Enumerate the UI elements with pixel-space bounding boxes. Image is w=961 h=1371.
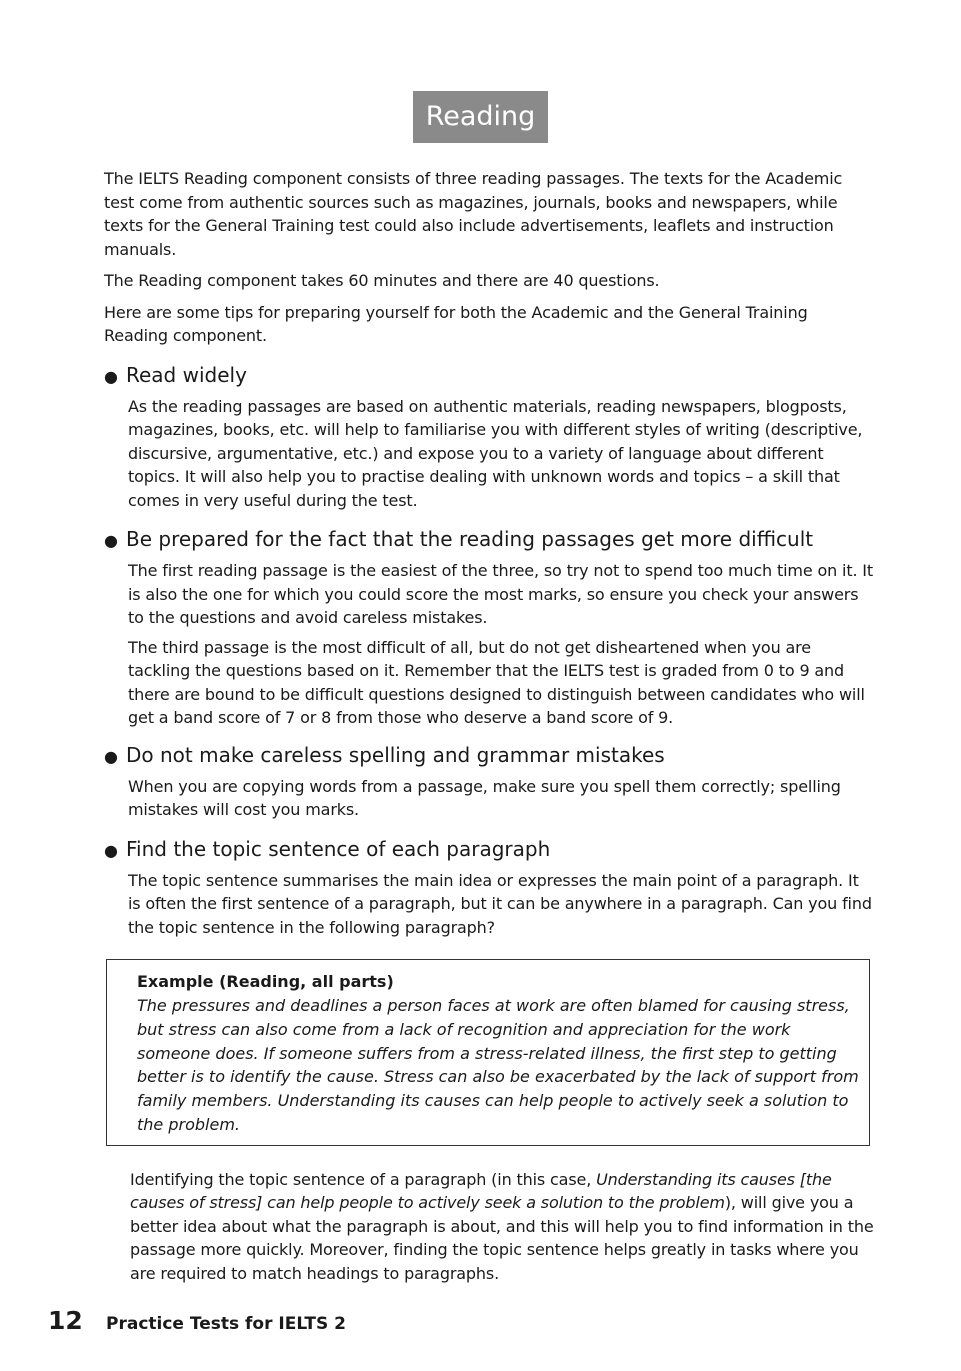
section-spelling bbox=[104, 742, 874, 822]
section-heading-text: Read widely bbox=[126, 362, 247, 387]
section-heading bbox=[104, 526, 874, 554]
intro bbox=[104, 167, 874, 348]
section-paragraph: The first reading passage is the easiest of the three, so try not to spend too much time on it. It is also the one for which you could score the most marks, so ensure you check your answers to the questions and avoid careless mistakes. bbox=[128, 561, 874, 627]
footer bbox=[48, 1306, 346, 1335]
example-box bbox=[106, 959, 870, 1146]
section-read-widely bbox=[104, 362, 874, 513]
example-text: The pressures and deadlines a person faces at work are often blamed for causing stress, but stress can also come from a lack of recognition and appreciation for the work someone does. If someone suffers from a stress-related illness, the first step to getting better is to identify the cause. Stress can also be exacerbated by the lack of support from family members. Understanding its causes can help people to actively seek a solution to the problem. bbox=[137, 996, 859, 1134]
after-paragraph bbox=[130, 1168, 874, 1286]
section-heading bbox=[104, 836, 874, 864]
section-heading-text: Be prepared for the fact that the reading passages get more difficult bbox=[126, 527, 814, 551]
section-heading bbox=[104, 362, 874, 390]
section-heading-text: Do not make careless spelling and grammar mistakes bbox=[126, 742, 665, 767]
section-paragraph: The third passage is the most difficult of all, but do not get disheartened when you are tackling the questions based on it. Remember that the IELTS test is graded from 0 to 9 and there are bound to be difficult questions designed to distinguish between candidates who will get a band score of 7 or 8 from those who deserve a band score of 9. bbox=[128, 637, 865, 727]
page-number: 12 bbox=[48, 1306, 83, 1335]
section-paragraph: The topic sentence summarises the main idea or expresses the main point of a paragraph. It is often the first sentence of a paragraph, but it can be anywhere in a paragraph. Can you find the topic sentence in the following paragraph? bbox=[128, 870, 872, 937]
intro-paragraph: The Reading component takes 60 minutes and there are 40 questions. bbox=[104, 271, 660, 290]
section-heading-text: Find the topic sentence of each paragraph bbox=[126, 836, 551, 861]
section-difficulty bbox=[104, 526, 874, 730]
bullet-icon: ● bbox=[104, 366, 118, 386]
section-topic-sentence bbox=[104, 836, 874, 940]
intro-paragraph: Here are some tips for preparing yourself for both the Academic and the General Training Reading component. bbox=[104, 302, 808, 345]
after-italic: Understanding its causes [the causes of stress] can help people to actively seek a solution to the problem bbox=[130, 1169, 832, 1213]
intro-paragraph: The IELTS Reading component consists of three reading passages. The texts for the Academic test come from authentic sources such as magazines, journals, books and newspapers, while texts for the General Training test could also include advertisements, leaflets and instruction manuals. bbox=[104, 169, 843, 259]
example-title: Example (Reading, all parts) bbox=[137, 972, 394, 991]
after-text-1: Identifying the topic sentence of a paragraph (in this case, bbox=[130, 1169, 597, 1189]
content bbox=[104, 167, 874, 1285]
page-title: Reading bbox=[413, 91, 549, 143]
section-heading bbox=[104, 742, 874, 770]
after-example bbox=[130, 1168, 874, 1286]
section-paragraph: As the reading passages are based on authentic materials, reading newspapers, blogposts, magazines, books, etc. will help to familiarise you with different styles of writing (descriptive, discursive, argumentative, etc.) and expose you to a variety of language about different topics. It will also help you to practise dealing with unknown words and topics – a skill that comes in very useful during the test. bbox=[128, 396, 863, 510]
section-paragraph: When you are copying words from a passage, make sure you spell them correctly; spelling mistakes will cost you marks. bbox=[128, 776, 841, 819]
after-text-2: ), will give you a better idea about what the paragraph is about, and this will help you to find information in the passage more quickly. Moreover, finding the topic sentence helps greatly in tasks where you are required to match headings to paragraphs. bbox=[130, 1193, 874, 1283]
title-wrap bbox=[0, 91, 961, 143]
book-title: Practice Tests for IELTS 2 bbox=[106, 1314, 346, 1334]
bullet-icon: ● bbox=[104, 531, 118, 550]
bullet-icon: ● bbox=[104, 746, 118, 766]
bullet-icon: ● bbox=[104, 840, 118, 860]
